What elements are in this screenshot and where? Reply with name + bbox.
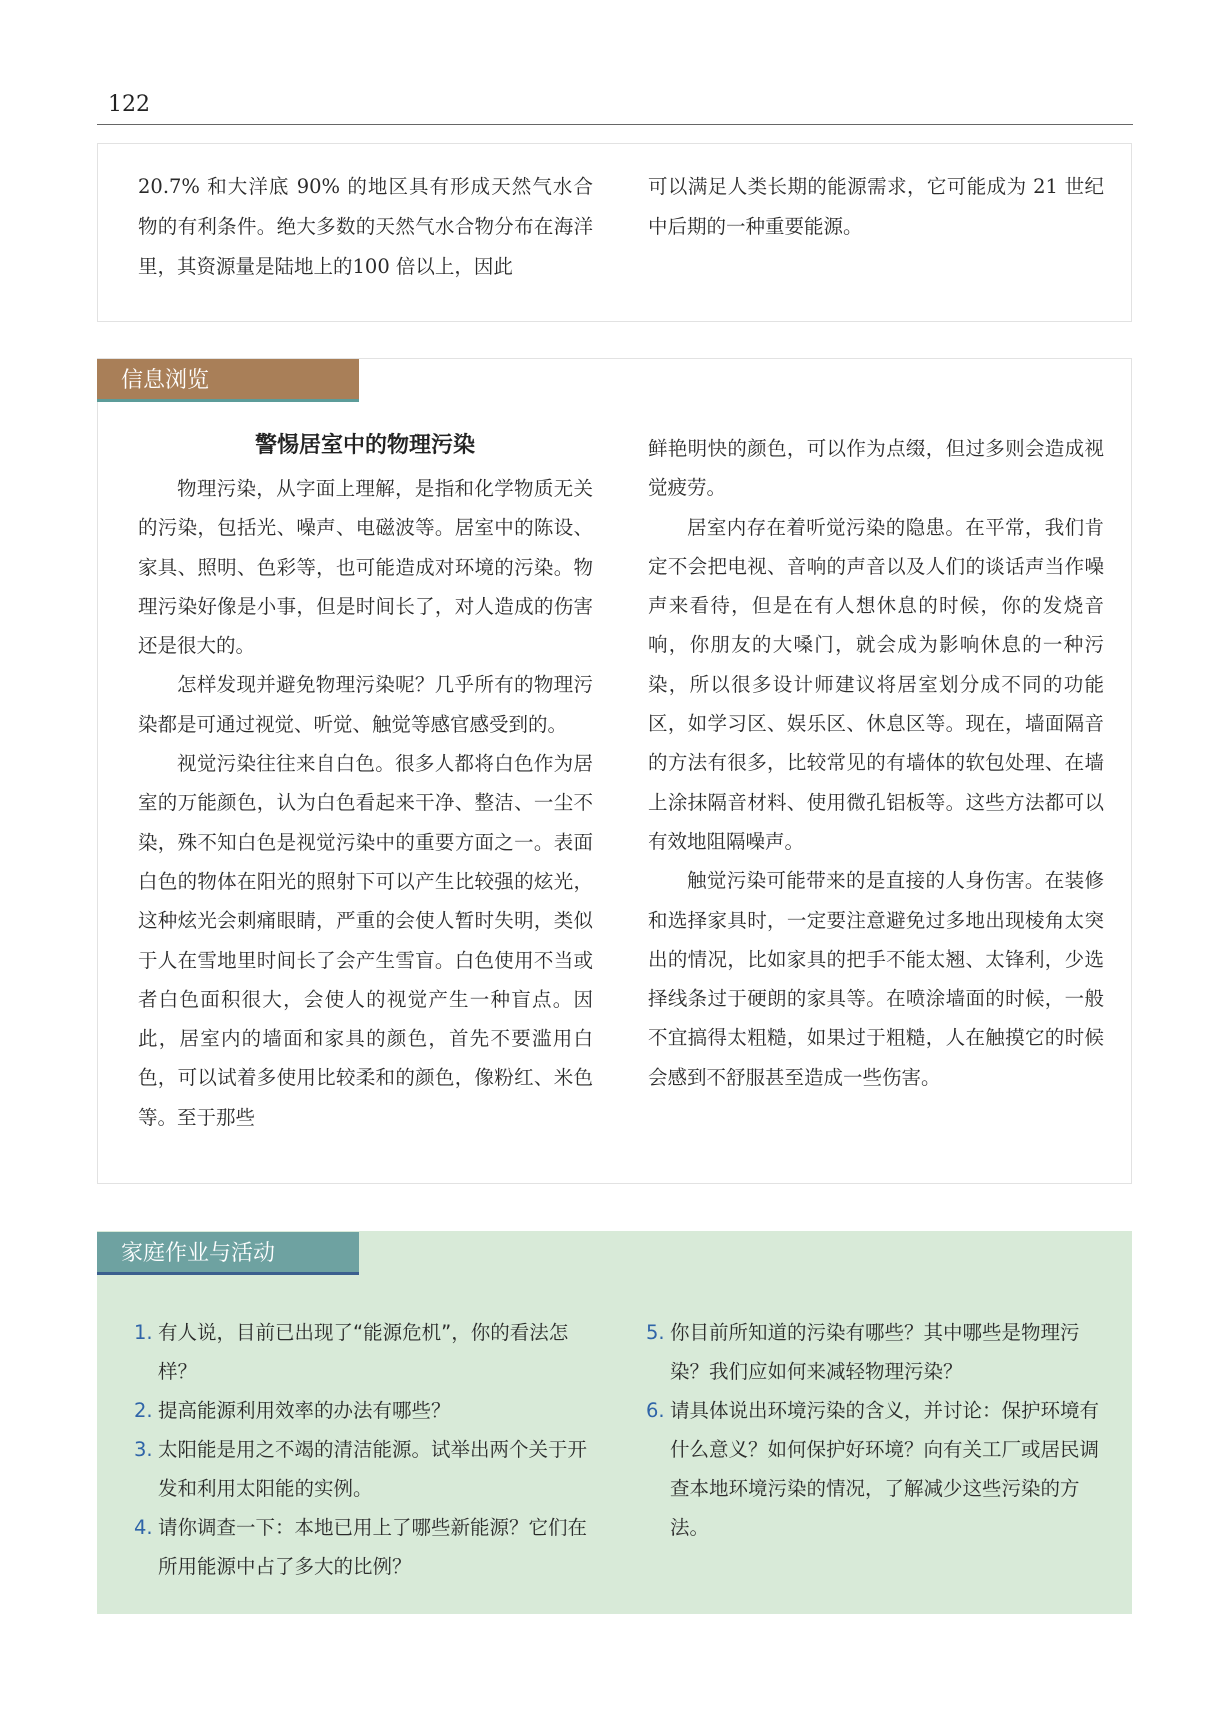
article-paragraph: 触觉污染可能带来的是直接的人身伤害。在装修和选择家具时，一定要注意避免过多地出现棱角太突出的情况，比如家具的把手不能太翘、太锋利，少选择线条过于硬朗的家具等。在喷涂墙面的时候，一般不宜搞得太粗糙，如果过于粗糙，人在触摸它的时候会感到不舒服甚至造成一些伤害。 <box>648 869 1104 1089</box>
homework-item <box>134 1508 594 1586</box>
page-number: 122 <box>108 92 150 117</box>
continuation-right-text: 可以满足人类长期的能源需求，它可能成为 21 世纪中后期的一种重要能源。 <box>648 175 1104 238</box>
homework-item-text: 请具体说出环境污染的含义，并讨论：保护环境有什么意义？如何保护好环境？向有关工厂或居民调查本地环境污染的情况，了解减少这些污染的方法。 <box>670 1399 1100 1539</box>
homework-item-text: 提高能源利用效率的办法有哪些？ <box>158 1399 451 1422</box>
homework-item <box>134 1430 594 1508</box>
homework-left-column <box>134 1313 594 1586</box>
continuation-right-column <box>648 167 1104 247</box>
article-title: 警惕居室中的物理污染 <box>254 433 475 458</box>
homework-item <box>646 1313 1106 1391</box>
homework-item-text: 你目前所知道的污染有哪些？其中哪些是物理污染？我们应如何来减轻物理污染？ <box>670 1321 1080 1383</box>
continuation-left-text: 20.7% 和大洋底 90% 的地区具有形成天然气水合物的有利条件。绝大多数的天然气水合物分布在海洋里，其资源量是陆地上的100 倍以上，因此 <box>138 175 593 278</box>
homework-tab: 家庭作业与活动 <box>97 1232 359 1275</box>
homework-item-number: 4. <box>134 1516 153 1539</box>
article-paragraph: 鲜艳明快的颜色，可以作为点缀，但过多则会造成视觉疲劳。 <box>648 437 1104 500</box>
homework-item-number: 5. <box>646 1321 665 1344</box>
homework-item-number: 3. <box>134 1438 153 1461</box>
homework-item-text: 太阳能是用之不竭的清洁能源。试举出两个关于开发和利用太阳能的实例。 <box>158 1438 588 1500</box>
homework-item-text: 有人说，目前已出现了“能源危机”，你的看法怎样？ <box>158 1321 569 1383</box>
article-paragraph: 居室内存在着听觉污染的隐患。在平常，我们肯定不会把电视、音响的声音以及人们的谈话声当作噪声来看待，但是在有人想休息的时候，你的发烧音响，你朋友的大嗓门，就会成为影响休息的一种污染，所以很多设计师建议将居室划分成不同的功能区，如学习区、娱乐区、休息区等。现在，墙面隔音的方法有很多，比较常见的有墙体的软包处理、在墙上涂抹隔音材料、使用微孔铝板等。这些方法都可以有效地阻隔噪声。 <box>648 515 1104 853</box>
article-paragraph: 怎样发现并避免物理污染呢？几乎所有的物理污染都是可通过视觉、听觉、触觉等感官感受到的。 <box>138 673 593 736</box>
homework-item <box>646 1391 1106 1547</box>
continuation-left-column <box>138 167 593 287</box>
homework-item-number: 6. <box>646 1399 665 1422</box>
header-rule <box>97 124 1133 125</box>
homework-item-number: 1. <box>134 1321 153 1344</box>
homework-item-text: 请你调查一下：本地已用上了哪些新能源？它们在所用能源中占了多大的比例？ <box>158 1516 588 1578</box>
homework-item <box>134 1313 594 1391</box>
article-left-column <box>138 469 593 1137</box>
article-right-column <box>648 429 1104 1097</box>
homework-right-column <box>646 1313 1106 1547</box>
info-browse-tab: 信息浏览 <box>97 359 359 402</box>
homework-item <box>134 1391 594 1430</box>
article-paragraph: 视觉污染往往来自白色。很多人都将白色作为居室的万能颜色，认为白色看起来干净、整洁、一尘不染，殊不知白色是视觉污染中的重要方面之一。表面白色的物体在阳光的照射下可以产生比较强的炫光，这种炫光会刺痛眼睛，严重的会使人暂时失明，类似于人在雪地里时间长了会产生雪盲。白色使用不当或者白色面积很大，会使人的视觉产生一种盲点。因此，居室内的墙面和家具的颜色，首先不要滥用白色，可以试着多使用比较柔和的颜色，像粉红、米色等。至于那些 <box>138 752 593 1129</box>
homework-item-number: 2. <box>134 1399 153 1422</box>
article-paragraph: 物理污染，从字面上理解，是指和化学物质无关的污染，包括光、噪声、电磁波等。居室中的陈设、家具、照明、色彩等，也可能造成对环境的污染。物理污染好像是小事，但是时间长了，对人造成的伤害还是很大的。 <box>138 477 593 658</box>
